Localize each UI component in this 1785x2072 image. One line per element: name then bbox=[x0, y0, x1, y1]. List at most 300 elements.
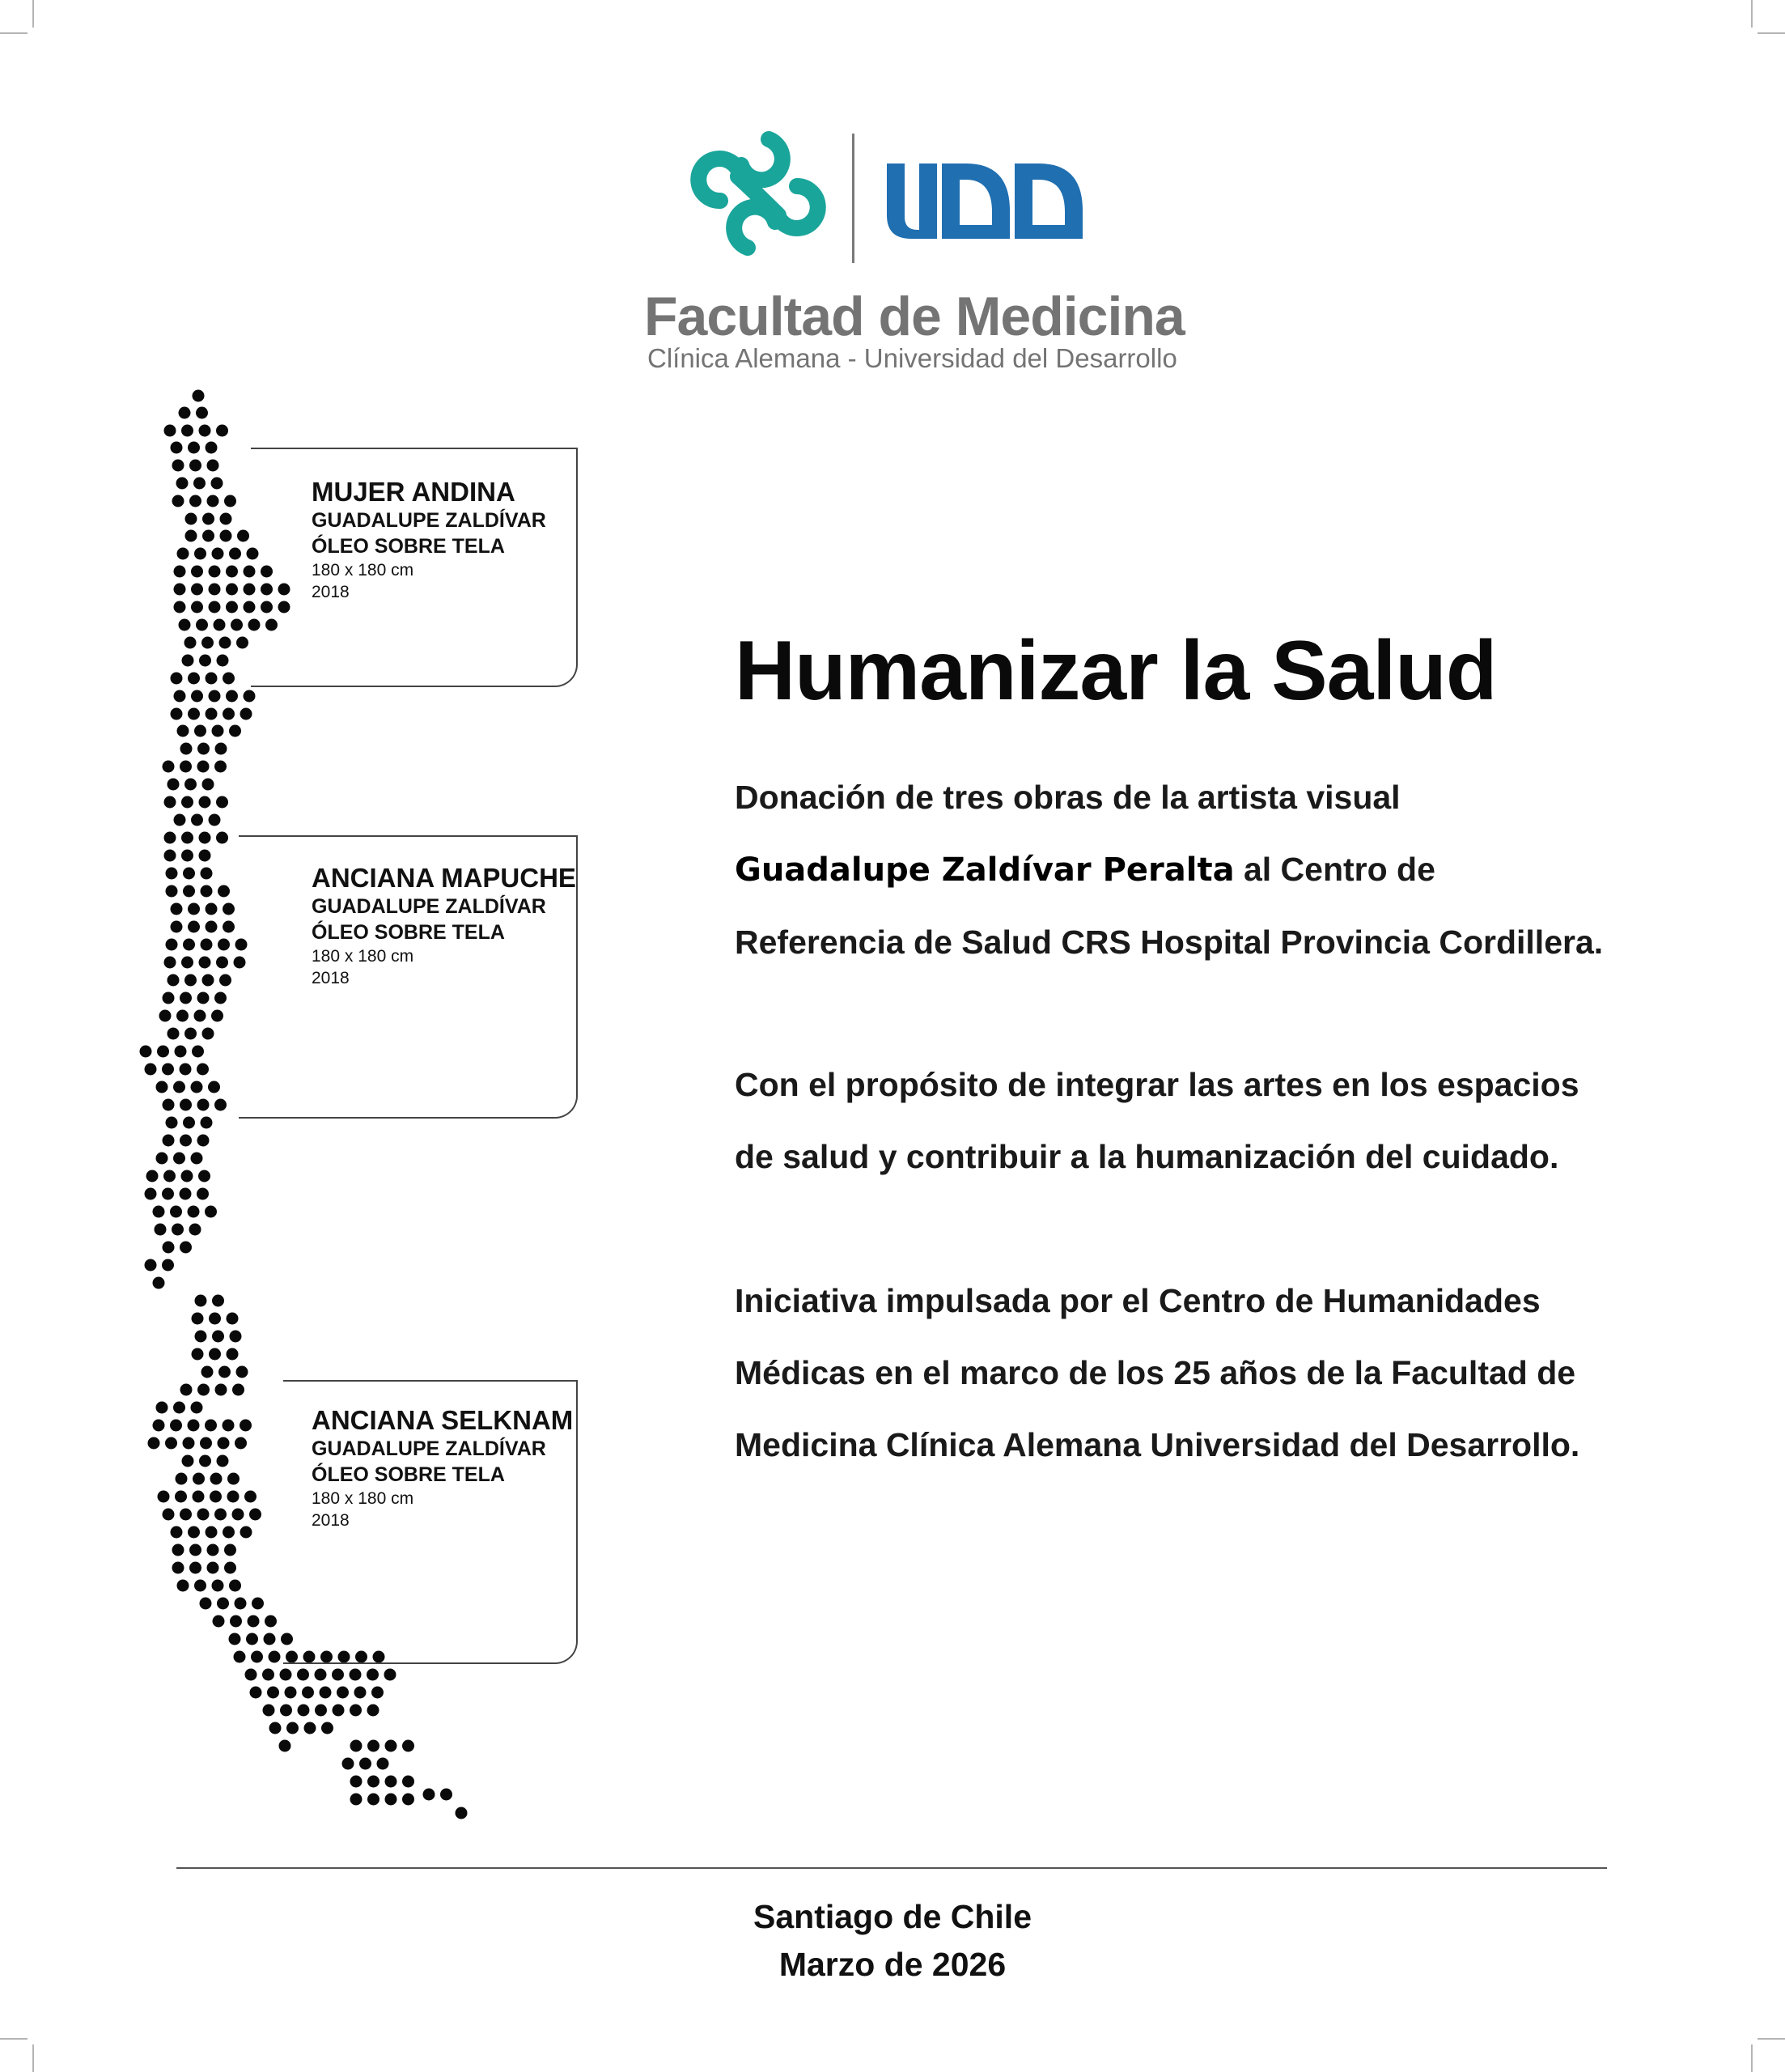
map-dot bbox=[164, 957, 176, 969]
map-dot bbox=[280, 1705, 292, 1717]
artwork-year: 2018 bbox=[312, 1511, 350, 1530]
map-dot bbox=[180, 1064, 192, 1076]
map-dot bbox=[189, 1562, 201, 1574]
map-dot bbox=[298, 1705, 310, 1717]
map-dot bbox=[263, 1705, 275, 1717]
map-dot bbox=[210, 1473, 223, 1485]
map-dot bbox=[191, 1081, 203, 1093]
map-dot bbox=[156, 1081, 168, 1093]
map-dot bbox=[197, 743, 210, 755]
map-dot bbox=[201, 885, 213, 898]
map-dot bbox=[212, 725, 224, 737]
crop-mark-top-right bbox=[1751, 0, 1753, 28]
map-dot bbox=[188, 1420, 200, 1432]
map-dot bbox=[212, 1580, 224, 1592]
map-dot bbox=[199, 425, 211, 437]
map-dot bbox=[223, 1420, 235, 1432]
map-dot bbox=[234, 1651, 246, 1663]
map-dot bbox=[200, 1598, 212, 1610]
map-dot bbox=[201, 1117, 213, 1129]
map-dot bbox=[191, 584, 203, 596]
map-dot bbox=[173, 1153, 185, 1165]
map-dot bbox=[209, 1313, 221, 1325]
faculty-name: Facultad de Medicina bbox=[644, 286, 1185, 347]
map-dot bbox=[250, 1687, 262, 1699]
map-dot bbox=[214, 1509, 227, 1521]
map-dot bbox=[172, 495, 184, 507]
map-dot bbox=[191, 814, 203, 826]
crop-mark-bottom-right bbox=[1757, 2038, 1785, 2040]
map-dot bbox=[197, 1099, 210, 1111]
map-dot bbox=[181, 957, 193, 969]
map-dot bbox=[174, 566, 186, 578]
map-dot bbox=[166, 868, 178, 880]
map-dot bbox=[173, 1402, 185, 1414]
map-dot bbox=[148, 1437, 160, 1450]
map-dot bbox=[202, 530, 214, 542]
map-dot bbox=[251, 1651, 263, 1663]
map-dot bbox=[367, 1705, 379, 1717]
map-dot bbox=[191, 601, 203, 614]
map-dot bbox=[163, 1509, 175, 1521]
map-dot bbox=[367, 1794, 379, 1806]
map-dot bbox=[224, 1562, 236, 1574]
map-dot bbox=[162, 1064, 174, 1076]
map-dot bbox=[179, 619, 191, 631]
map-dot bbox=[197, 761, 210, 773]
artwork-size: 180 x 180 cm bbox=[312, 1489, 414, 1508]
map-dot bbox=[180, 1099, 192, 1111]
map-dot bbox=[171, 1526, 183, 1539]
map-dot bbox=[171, 708, 183, 720]
map-dot bbox=[244, 690, 256, 703]
map-dot bbox=[183, 939, 195, 951]
paragraph-line: Referencia de Salud CRS Hospital Provincia Cordillera. bbox=[735, 923, 1604, 961]
map-dot bbox=[167, 1028, 180, 1040]
map-dot bbox=[212, 1331, 224, 1343]
map-dot bbox=[171, 673, 183, 685]
map-dot bbox=[199, 1455, 211, 1467]
map-dot bbox=[215, 743, 227, 755]
map-dot bbox=[252, 1598, 264, 1610]
crop-mark-bottom-right bbox=[1751, 2044, 1753, 2072]
map-dot bbox=[167, 779, 180, 791]
artwork-title: ANCIANA MAPUCHE bbox=[312, 863, 576, 893]
paragraph-line: de salud y contribuir a la humanización del cuidado. bbox=[735, 1138, 1559, 1175]
map-dot bbox=[140, 1046, 152, 1058]
paragraph-purpose bbox=[735, 1049, 1579, 1193]
map-dot bbox=[223, 921, 235, 933]
map-dot bbox=[192, 1348, 204, 1361]
map-dot bbox=[371, 1687, 384, 1699]
map-dot bbox=[171, 921, 183, 933]
map-dot bbox=[219, 974, 231, 987]
map-dot bbox=[385, 1776, 397, 1788]
map-dot bbox=[217, 1455, 229, 1467]
map-dot bbox=[188, 673, 200, 685]
map-dot bbox=[183, 1117, 195, 1129]
map-dot bbox=[194, 725, 206, 737]
map-dot bbox=[202, 974, 214, 987]
map-dot bbox=[223, 1526, 235, 1539]
map-dot bbox=[286, 1722, 299, 1734]
map-dot bbox=[223, 708, 235, 720]
artwork-size: 180 x 180 cm bbox=[312, 561, 414, 580]
map-dot bbox=[227, 1348, 239, 1361]
map-dot bbox=[227, 1313, 239, 1325]
map-dot bbox=[164, 796, 176, 809]
map-dot bbox=[207, 1562, 219, 1574]
map-dot bbox=[179, 407, 191, 419]
map-dot bbox=[216, 796, 228, 809]
map-dot bbox=[176, 1473, 188, 1485]
map-dot bbox=[163, 1099, 175, 1111]
map-dot bbox=[165, 1437, 177, 1450]
map-dot bbox=[206, 442, 218, 454]
map-dot bbox=[188, 1206, 200, 1218]
map-dot bbox=[208, 1081, 220, 1093]
artwork-artist: GUADALUPE ZALDÍVAR bbox=[312, 895, 546, 918]
map-dot bbox=[229, 1633, 241, 1645]
map-dot bbox=[226, 690, 238, 703]
map-dot bbox=[173, 1081, 185, 1093]
map-dot bbox=[315, 1705, 327, 1717]
map-dot bbox=[202, 779, 214, 791]
map-dot bbox=[209, 584, 221, 596]
map-dot bbox=[180, 1242, 192, 1254]
map-dot bbox=[206, 708, 218, 720]
map-dot bbox=[440, 1789, 452, 1801]
map-dot bbox=[236, 637, 248, 649]
map-dot bbox=[226, 566, 238, 578]
map-dot bbox=[205, 1206, 217, 1218]
map-dot bbox=[320, 1687, 332, 1699]
map-dot bbox=[159, 1010, 172, 1022]
map-dot bbox=[181, 796, 193, 809]
artwork-title: MUJER ANDINA bbox=[312, 477, 515, 507]
map-dot bbox=[216, 425, 228, 437]
map-dot bbox=[191, 566, 203, 578]
crop-mark-bottom-left bbox=[0, 2038, 28, 2040]
map-dot bbox=[194, 1010, 206, 1022]
map-dot bbox=[185, 513, 197, 525]
map-dot bbox=[196, 619, 208, 631]
map-dot bbox=[220, 513, 232, 525]
map-dot bbox=[185, 530, 197, 542]
map-dot bbox=[181, 425, 193, 437]
map-dot bbox=[332, 1669, 344, 1681]
map-dot bbox=[153, 1277, 165, 1289]
map-dot bbox=[188, 903, 200, 915]
map-dot bbox=[279, 1740, 291, 1752]
map-dot bbox=[192, 1313, 204, 1325]
map-dot bbox=[182, 655, 194, 667]
map-dot bbox=[197, 1064, 209, 1076]
map-dot bbox=[212, 548, 224, 560]
map-dot bbox=[156, 1402, 168, 1414]
map-dot bbox=[199, 850, 211, 862]
map-dot bbox=[191, 1153, 203, 1165]
map-dot bbox=[304, 1722, 316, 1734]
map-dot bbox=[212, 1295, 224, 1307]
map-dot bbox=[199, 832, 211, 844]
map-dot bbox=[230, 1331, 242, 1343]
map-dot bbox=[229, 1580, 241, 1592]
artwork-size: 180 x 180 cm bbox=[312, 947, 414, 966]
map-dot bbox=[163, 1170, 176, 1182]
map-dot bbox=[402, 1740, 414, 1752]
map-dot bbox=[402, 1794, 414, 1806]
map-dot bbox=[216, 832, 228, 844]
map-dot bbox=[232, 1509, 244, 1521]
map-dot bbox=[199, 655, 211, 667]
map-dot bbox=[174, 690, 186, 703]
map-dot bbox=[191, 690, 203, 703]
map-dot bbox=[265, 1616, 277, 1628]
map-dot bbox=[215, 1384, 227, 1396]
map-dot bbox=[262, 1669, 274, 1681]
map-dot bbox=[193, 1491, 205, 1503]
crop-mark-top-right bbox=[1757, 32, 1785, 34]
map-dot bbox=[166, 1117, 178, 1129]
map-dot bbox=[199, 796, 211, 809]
map-dot bbox=[180, 992, 192, 1004]
map-dot bbox=[207, 460, 219, 472]
map-dot bbox=[280, 1669, 292, 1681]
map-dot bbox=[164, 425, 176, 437]
map-dot bbox=[218, 939, 230, 951]
map-dot bbox=[180, 1509, 192, 1521]
map-dot bbox=[166, 885, 178, 898]
map-dot bbox=[196, 407, 208, 419]
map-dot bbox=[200, 1437, 212, 1450]
map-dot bbox=[384, 1669, 396, 1681]
map-dot bbox=[177, 548, 189, 560]
map-dot bbox=[285, 1687, 297, 1699]
map-dot bbox=[231, 619, 243, 631]
map-dot bbox=[177, 725, 189, 737]
map-dot bbox=[224, 495, 236, 507]
map-dot bbox=[163, 1135, 175, 1147]
map-dot bbox=[202, 1028, 214, 1040]
map-dot bbox=[240, 708, 252, 720]
map-dot bbox=[367, 1740, 379, 1752]
map-dot bbox=[232, 1384, 244, 1396]
map-dot bbox=[235, 1437, 247, 1450]
map-dot bbox=[193, 478, 206, 490]
map-dot bbox=[245, 1669, 257, 1681]
map-dot bbox=[176, 478, 189, 490]
artwork-technique: ÓLEO SOBRE TELA bbox=[312, 921, 505, 944]
map-dot bbox=[213, 1616, 225, 1628]
map-dot bbox=[423, 1789, 435, 1801]
map-dot bbox=[207, 1544, 219, 1556]
map-dot bbox=[214, 992, 227, 1004]
map-dot bbox=[201, 868, 213, 880]
map-dot bbox=[164, 850, 176, 862]
map-dot bbox=[269, 1722, 282, 1734]
artist-name: Guadalupe Zaldívar Peralta bbox=[735, 851, 1235, 889]
map-dot bbox=[354, 1687, 367, 1699]
map-dot bbox=[171, 442, 183, 454]
map-dot bbox=[209, 1348, 221, 1361]
map-dot bbox=[199, 957, 211, 969]
map-dot bbox=[181, 832, 193, 844]
map-dot bbox=[229, 548, 241, 560]
map-dot bbox=[367, 1669, 379, 1681]
map-dot bbox=[174, 601, 186, 614]
map-dot bbox=[156, 1153, 168, 1165]
map-dot bbox=[342, 1758, 354, 1770]
map-dot bbox=[162, 1259, 174, 1272]
map-dot bbox=[333, 1705, 345, 1717]
map-dot bbox=[170, 1206, 182, 1218]
paragraph-line: Medicina Clínica Alemana Universidad del Desarrollo. bbox=[735, 1426, 1580, 1463]
map-dot bbox=[209, 566, 221, 578]
artwork-artist: GUADALUPE ZALDÍVAR bbox=[312, 1437, 546, 1460]
map-dot bbox=[367, 1776, 379, 1788]
map-dot bbox=[145, 1188, 157, 1200]
map-dot bbox=[180, 1188, 192, 1200]
map-dot bbox=[158, 1491, 170, 1503]
map-dot bbox=[216, 957, 228, 969]
map-dot bbox=[180, 1384, 193, 1396]
map-dot bbox=[171, 903, 183, 915]
paragraph-line bbox=[735, 834, 1603, 906]
artwork-year: 2018 bbox=[312, 583, 350, 601]
map-dot bbox=[197, 992, 210, 1004]
map-dot bbox=[350, 1794, 363, 1806]
map-dot bbox=[246, 1633, 258, 1645]
map-dot bbox=[220, 530, 232, 542]
map-dot bbox=[184, 1028, 197, 1040]
artwork-label bbox=[312, 477, 546, 603]
map-dot bbox=[189, 1224, 201, 1236]
map-dot bbox=[191, 1402, 203, 1414]
paragraph-line: Con el propósito de integrar las artes en los espacios bbox=[735, 1066, 1579, 1103]
paragraph-line: Médicas en el marco de los 25 años de la Facultad de bbox=[735, 1354, 1576, 1391]
map-dot bbox=[145, 1259, 157, 1272]
map-dot bbox=[240, 1526, 252, 1539]
map-dot bbox=[174, 584, 186, 596]
map-dot bbox=[155, 1224, 167, 1236]
map-dot bbox=[350, 1740, 363, 1752]
paragraph-line: Donación de tres obras de la artista visual bbox=[735, 779, 1401, 816]
map-dot bbox=[217, 655, 229, 667]
paragraph-initiative bbox=[735, 1265, 1579, 1481]
map-dot bbox=[456, 1807, 468, 1819]
map-dot bbox=[210, 1491, 222, 1503]
map-dot bbox=[218, 885, 230, 898]
map-dot bbox=[201, 1366, 214, 1378]
map-dot bbox=[315, 1669, 327, 1681]
map-dot bbox=[267, 1687, 279, 1699]
map-dot bbox=[197, 1135, 210, 1147]
map-dot bbox=[188, 708, 200, 720]
map-dot bbox=[201, 939, 213, 951]
faculty-subtitle: Clínica Alemana - Universidad del Desarrollo bbox=[647, 343, 1177, 373]
artwork-technique: ÓLEO SOBRE TELA bbox=[312, 1463, 505, 1486]
map-dot bbox=[218, 1437, 230, 1450]
map-dot bbox=[350, 1705, 362, 1717]
artwork-label bbox=[312, 863, 576, 989]
map-dot bbox=[163, 761, 175, 773]
map-dot bbox=[337, 1687, 349, 1699]
map-dot bbox=[197, 1509, 210, 1521]
map-dot bbox=[226, 601, 238, 614]
map-dot bbox=[180, 761, 192, 773]
map-dot bbox=[219, 637, 231, 649]
map-dot bbox=[164, 832, 176, 844]
map-dot bbox=[189, 495, 201, 507]
artwork-title: ANCIANA SELKNAM bbox=[312, 1405, 574, 1435]
map-dot bbox=[217, 1598, 229, 1610]
map-dot bbox=[194, 1580, 206, 1592]
paragraph-text: al Centro de bbox=[1234, 851, 1435, 888]
map-dot bbox=[166, 939, 178, 951]
map-dot bbox=[183, 868, 195, 880]
map-dot bbox=[214, 619, 226, 631]
map-dot bbox=[297, 1669, 309, 1681]
map-dot bbox=[192, 1046, 204, 1058]
map-dot bbox=[230, 1616, 242, 1628]
map-dot bbox=[209, 690, 221, 703]
map-dot bbox=[145, 1064, 157, 1076]
map-dot bbox=[193, 390, 205, 402]
map-dot bbox=[202, 513, 214, 525]
map-dot bbox=[180, 743, 193, 755]
map-dot bbox=[197, 1188, 209, 1200]
map-dot bbox=[385, 1740, 397, 1752]
map-dot bbox=[264, 1633, 276, 1645]
map-dot bbox=[402, 1776, 414, 1788]
map-dot bbox=[188, 921, 200, 933]
map-dot bbox=[237, 530, 249, 542]
map-dot bbox=[244, 1491, 257, 1503]
map-dot bbox=[385, 1794, 397, 1806]
map-dot bbox=[206, 921, 218, 933]
map-dot bbox=[195, 1331, 207, 1343]
map-dot bbox=[189, 460, 201, 472]
main-title: Humanizar la Salud bbox=[735, 624, 1497, 718]
artwork-year: 2018 bbox=[312, 969, 350, 987]
map-dot bbox=[184, 974, 197, 987]
artwork-artist: GUADALUPE ZALDÍVAR bbox=[312, 509, 546, 532]
map-dot bbox=[209, 601, 221, 614]
map-dot bbox=[321, 1722, 333, 1734]
map-dot bbox=[163, 1242, 175, 1254]
map-dot bbox=[175, 1046, 187, 1058]
map-dot bbox=[182, 1455, 194, 1467]
map-dot bbox=[184, 637, 197, 649]
map-dot bbox=[184, 779, 197, 791]
map-dot bbox=[350, 1669, 362, 1681]
map-dot bbox=[163, 992, 175, 1004]
map-dot bbox=[235, 1598, 247, 1610]
map-dot bbox=[153, 1420, 165, 1432]
footer-date: Marzo de 2026 bbox=[778, 1946, 1007, 1983]
map-dot bbox=[227, 1473, 240, 1485]
map-dot bbox=[229, 725, 241, 737]
footer-place: Santiago de Chile bbox=[753, 1898, 1032, 1935]
map-dot bbox=[195, 1295, 207, 1307]
artwork-label bbox=[312, 1405, 573, 1531]
paragraph-donation bbox=[735, 762, 1603, 979]
map-dot bbox=[172, 1224, 184, 1236]
map-dot bbox=[227, 1491, 240, 1503]
map-dot bbox=[194, 548, 206, 560]
map-dot bbox=[188, 1526, 200, 1539]
